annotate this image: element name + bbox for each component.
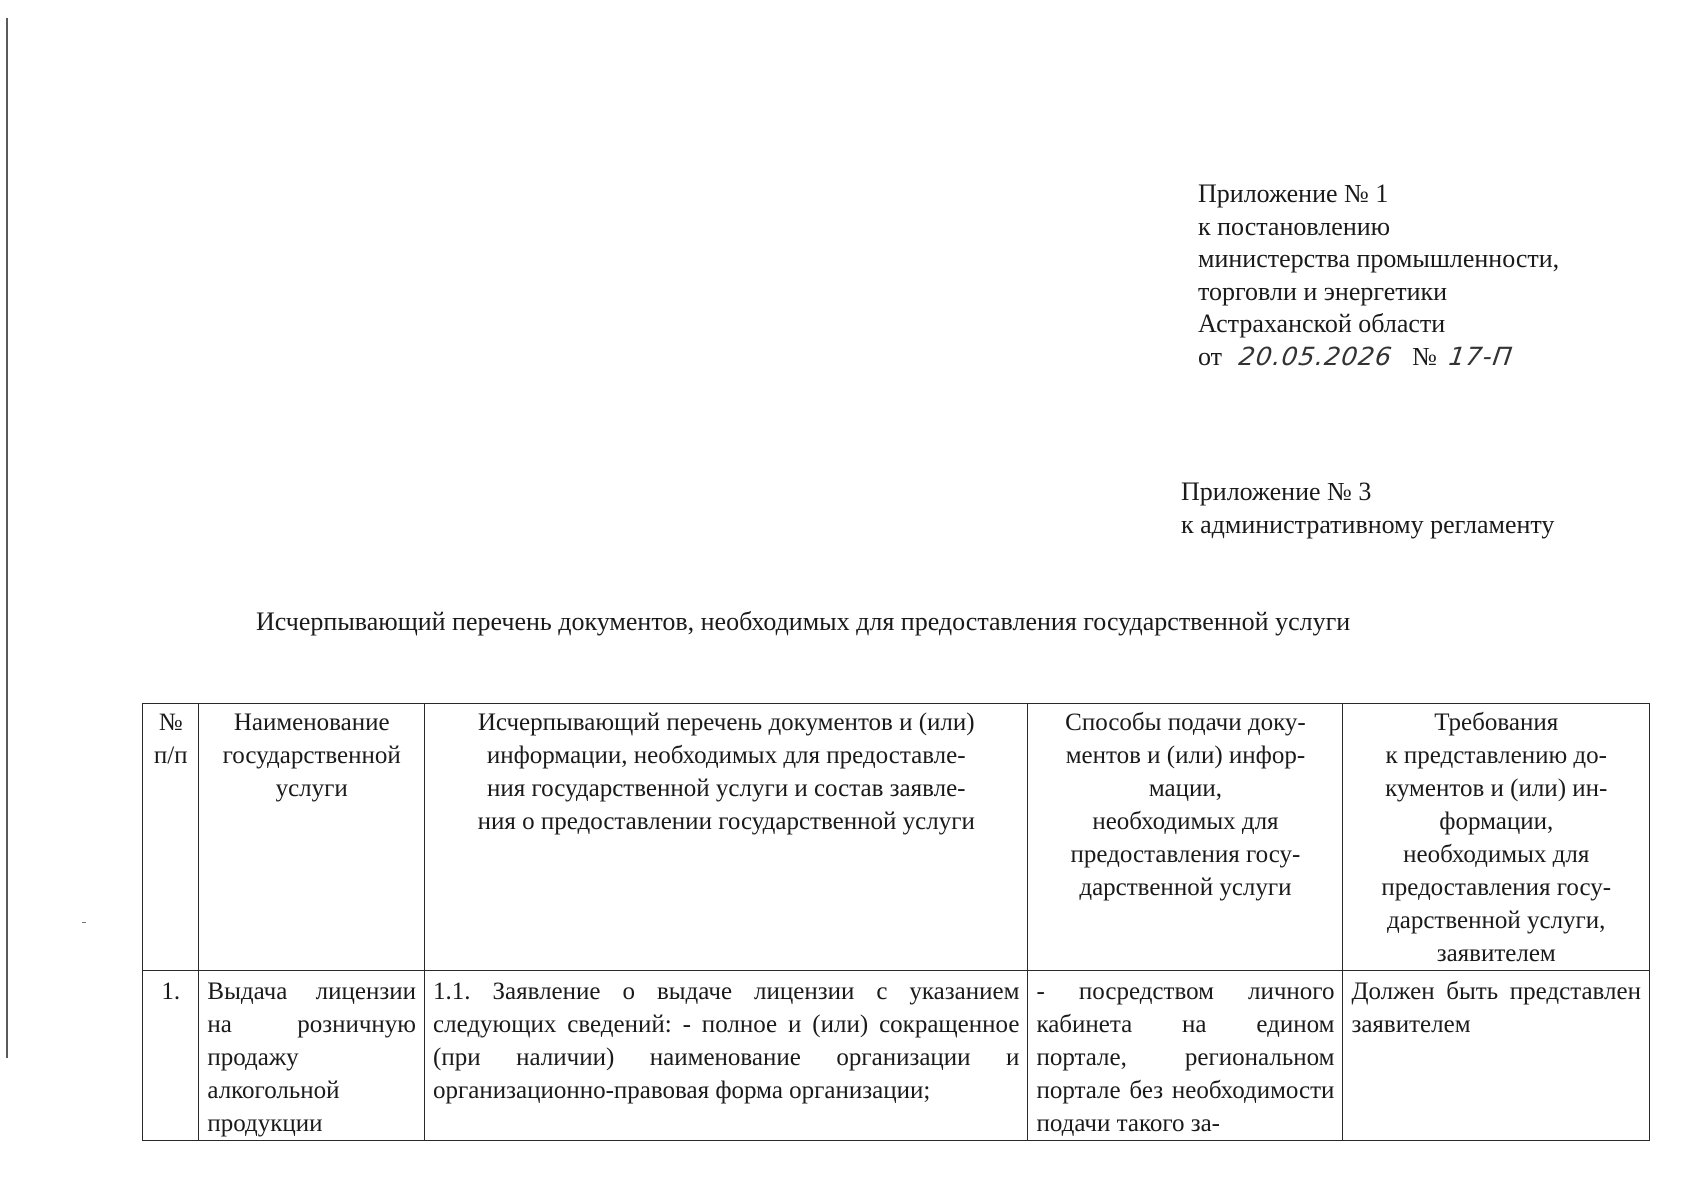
- appendix-1-block: [1198, 178, 1559, 373]
- row-documents-list: 1.1. Заявление о выдаче лицензии с указанием следующих сведений: - полное и (или) сокращенное (при наличии) наименование организации и организационно-правовая форма организации;: [425, 971, 1028, 1141]
- row-requirements: Должен быть представлен заявителем: [1343, 971, 1650, 1141]
- row-submission-methods: - посредством личного кабинета на едином портале, региональном портале без необходимости подачи такого за-: [1028, 971, 1343, 1141]
- documents-table: [142, 703, 1650, 1141]
- appendix-3-block: [1181, 476, 1554, 541]
- header-service-name: Наименование государственной услуги: [199, 704, 425, 971]
- table-header-row: [143, 704, 1650, 971]
- document-title: Исчерпывающий перечень документов, необходимых для предоставления государственной услуги: [256, 607, 1351, 636]
- scan-speck: [82, 922, 86, 923]
- row-service-name: Выдача лицензии на розничную продажу алкогольной продукции: [199, 971, 425, 1141]
- scan-edge: [6, 18, 8, 1058]
- row-number: 1.: [143, 971, 199, 1141]
- appendix-3-line: Приложение № 3: [1181, 477, 1372, 506]
- appendix-1-line: к постановлению: [1198, 211, 1391, 241]
- handwritten-number: 17-П: [1447, 341, 1516, 371]
- number-sign: №: [1412, 341, 1437, 371]
- header-requirements: Требования к представлению до- кументов и (или) ин- формации, необходимых для предоставления госу- дарственной услуги, заявителем: [1343, 704, 1650, 971]
- table-row: [143, 971, 1650, 1141]
- header-submission-methods: Способы подачи доку- ментов и (или) инфор- мации, необходимых для предоставления госу- дарственной услуги: [1028, 704, 1343, 971]
- appendix-1-line: торговли и энергетики: [1198, 276, 1448, 306]
- appendix-1-date-line: [1198, 341, 1559, 374]
- header-number: № п/п: [143, 704, 199, 971]
- appendix-1-line: министерства промышленности,: [1198, 244, 1560, 273]
- appendix-1-line: Астраханской области: [1198, 309, 1446, 338]
- appendix-1-line: Приложение № 1: [1198, 179, 1389, 208]
- date-prefix: от: [1198, 341, 1223, 371]
- appendix-3-line: к административному регламенту: [1181, 509, 1555, 539]
- header-documents-list: Исчерпывающий перечень документов и (или) информации, необходимых для предоставле- ния государственной услуги и состав заявле- ния о предоставлении государственной услуги: [425, 704, 1028, 971]
- handwritten-date: 20.05.2026: [1236, 341, 1394, 371]
